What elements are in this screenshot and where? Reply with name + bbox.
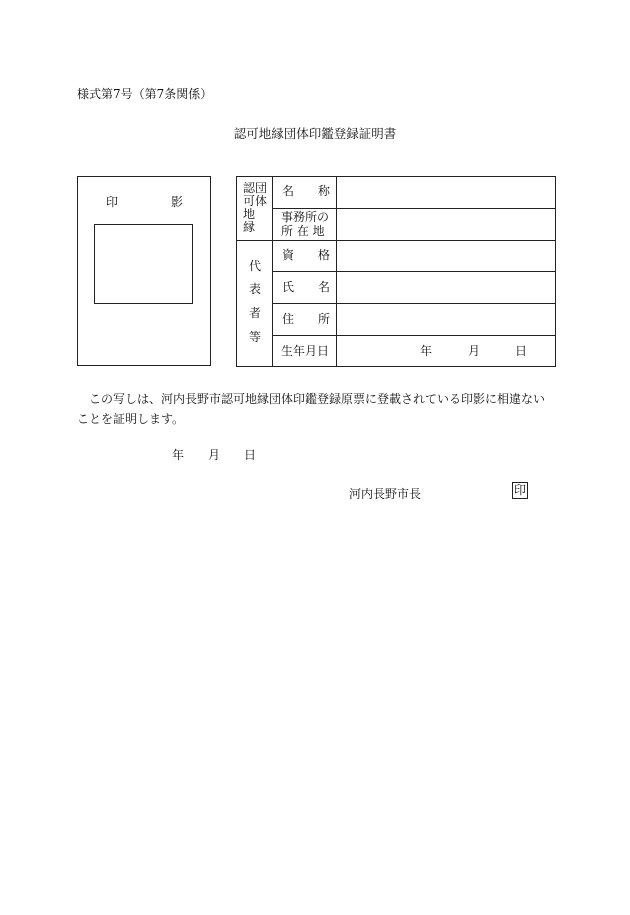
official-stamp-mark: 印 [514, 483, 527, 497]
certificate-table [236, 176, 556, 367]
group-label-org-2: 可体 [243, 194, 268, 208]
birthdate-year: 年 [420, 344, 433, 358]
group-label-rep-2: 表 [249, 282, 262, 296]
certification-statement [77, 389, 557, 429]
issue-date: 年 月 日 [172, 448, 257, 462]
mayor-title: 河内長野市長 [349, 487, 422, 501]
table-row-divider [272, 303, 556, 304]
table-border-bottom [236, 366, 556, 367]
table-row-divider [272, 271, 556, 272]
row-label-address: 住 所 [282, 312, 331, 326]
document-title: 認可地縁団体印鑑登録証明書 [233, 126, 397, 141]
group-label-org-3: 地 [243, 207, 256, 221]
seal-label-shadow: 影 [171, 195, 184, 209]
seal-impression-frame [94, 224, 193, 304]
row-label-office-2: 所 在 地 [281, 224, 325, 238]
birthdate-day: 日 [515, 344, 528, 358]
row-label-fullname: 氏 名 [282, 280, 331, 294]
row-label-office-1: 事務所の [281, 210, 330, 224]
seal-label-in: 印 [106, 195, 119, 209]
statement-line-1: この写しは、河内長野市認可地縁団体印鑑登録原票に登載されている印影に相違ない [89, 392, 546, 406]
group-label-rep-4: 等 [249, 330, 262, 344]
row-label-name: 名 称 [282, 184, 331, 198]
group-label-rep-1: 代 [249, 259, 262, 273]
birthdate-month: 月 [468, 344, 481, 358]
statement-line-2: ことを証明します。 [77, 412, 185, 426]
row-label-birthdate: 生年月日 [281, 344, 330, 358]
table-row-divider [272, 208, 556, 209]
group-label-org-4: 縁 [243, 220, 256, 234]
table-border-left [236, 176, 237, 367]
group-label-rep-3: 者 [249, 306, 262, 320]
group-label-org-1: 認団 [243, 181, 268, 195]
table-group-divider [236, 240, 556, 241]
row-label-qualification: 資 格 [282, 248, 331, 262]
table-border-top [236, 176, 556, 177]
table-row-divider [272, 335, 556, 336]
form-number: 様式第7号（第7条関係） [77, 87, 213, 101]
